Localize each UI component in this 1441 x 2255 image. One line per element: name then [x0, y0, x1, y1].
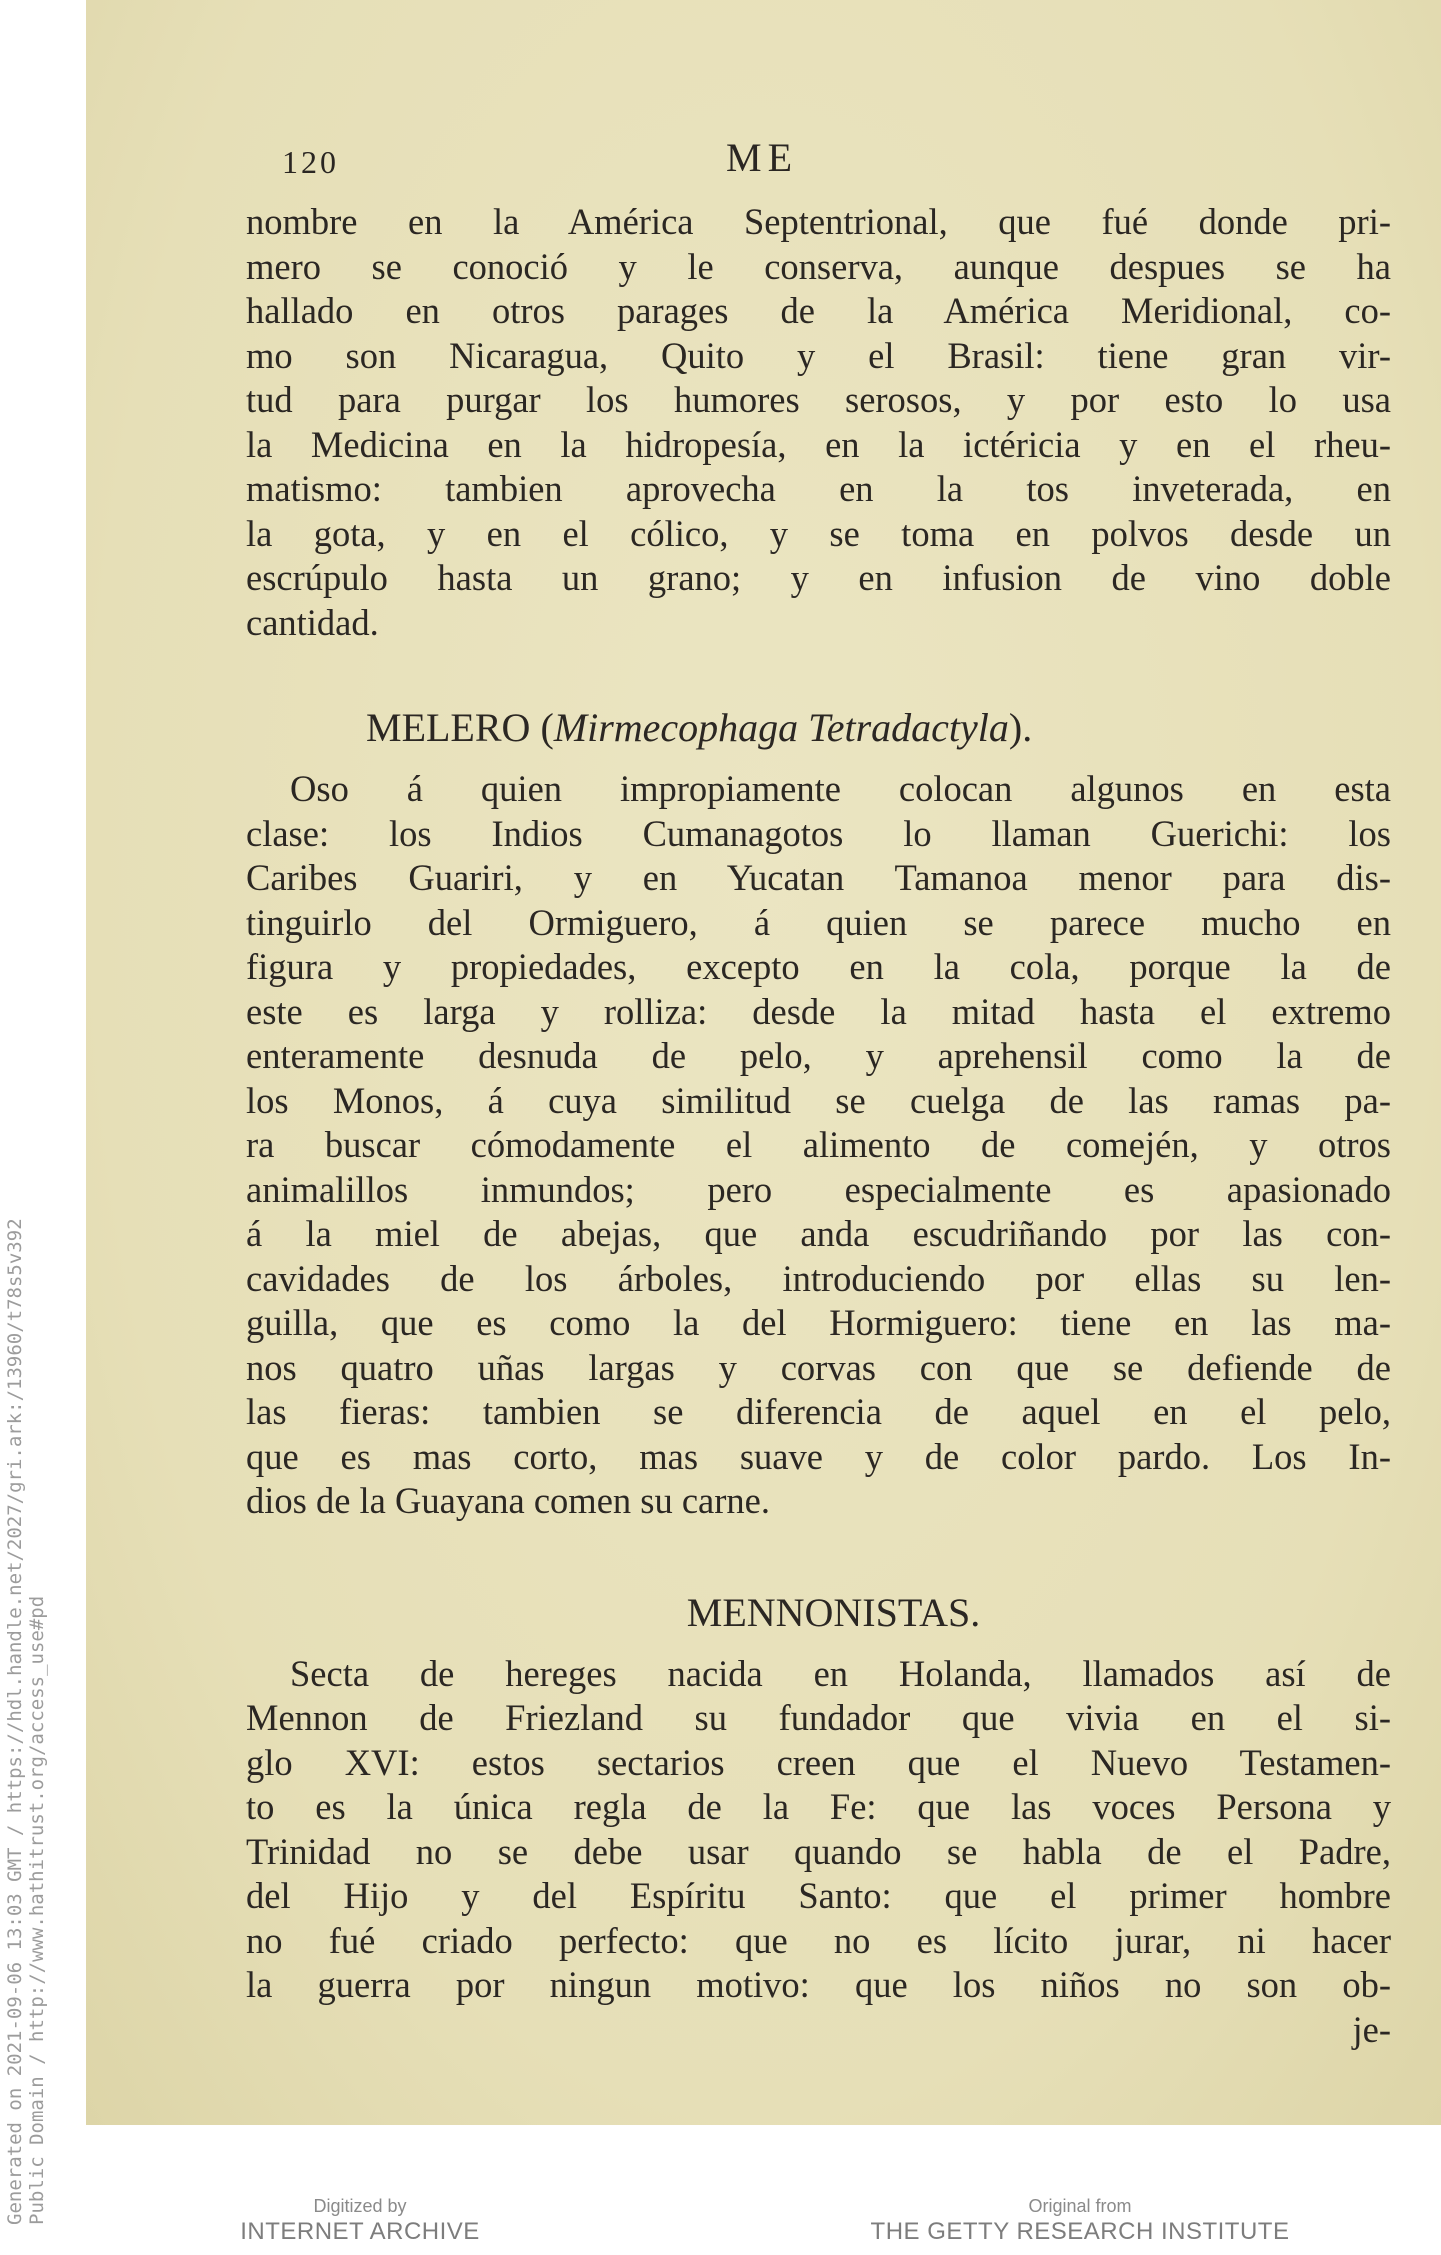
- entry-paren-close: ).: [1008, 705, 1033, 750]
- text-line: no fué criado perfecto: que no es lícito jurar, ni hacer: [246, 1919, 1391, 1961]
- body-text: [246, 200, 1391, 2052]
- footer-digitized-label: Digitized by: [313, 2196, 407, 2216]
- footer: [0, 2195, 1441, 2255]
- text-line: escrúpulo hasta un grano; y en infusion de vino doble: [246, 557, 1391, 598]
- text-line: Caribes Guariri, y en Yucatan Tamanoa menor para dis-: [246, 857, 1391, 898]
- text-line: cavidades de los árboles, introduciendo por ellas su len-: [246, 1257, 1391, 1299]
- text-line: la gota, y en el cólico, y se toma en polvos desde un: [246, 512, 1391, 554]
- access-stamp: [4, 1100, 48, 2225]
- footer-original-label: Original from: [1028, 2196, 1132, 2216]
- entry-latin-name: Mirmecophaga Tetradactyla: [553, 705, 1009, 750]
- entry-term: MELERO: [366, 705, 531, 750]
- text-line: Secta de hereges nacida en Holanda, llamados así de: [290, 1652, 1391, 1694]
- footer-digitized: [230, 2195, 490, 2247]
- access-stamp-line2: Public Domain / http://www.hathitrust.org/access_use#pd: [26, 1595, 48, 2225]
- footer-original-source: THE GETTY RESEARCH INSTITUTE: [870, 2218, 1290, 2245]
- catchword: je-: [1352, 2008, 1391, 2050]
- paragraph-nombre: [246, 200, 1391, 645]
- text-line: Oso á quien impropiamente colocan algunos en esta: [290, 768, 1391, 809]
- access-stamp-line1: Generated on 2021-09-06 13:03 GMT / https://hdl.handle.net/2027/gri.ark:/13960/t78s5v392: [4, 1218, 26, 2225]
- text-line: que es mas corto, mas suave y de color pardo. Los In-: [246, 1435, 1391, 1477]
- text-line: del Hijo y del Espíritu Santo: que el primer hombre: [246, 1875, 1391, 1916]
- running-title: ME: [726, 135, 798, 180]
- text-line: la guerra por ningun motivo: que los niños no son ob-: [246, 1964, 1391, 2005]
- text-line: mo son Nicaragua, Quito y el Brasil: tiene gran vir-: [246, 334, 1391, 376]
- page-number: 120: [282, 144, 339, 180]
- entry-heading-mennonistas: MENNONISTAS.: [686, 1589, 981, 1635]
- text-line: nombre en la América Septentrional, que fué donde pri-: [246, 201, 1391, 242]
- text-line: tud para purgar los humores serosos, y por esto lo usa: [246, 379, 1391, 420]
- scanned-page: [86, 0, 1441, 2125]
- text-line: Mennon de Friezland su fundador que vivia en el si-: [246, 1697, 1391, 1738]
- text-line: este es larga y rolliza: desde la mitad hasta el extremo: [246, 990, 1391, 1032]
- text-line: to es la única regla de la Fe: que las voces Persona y: [246, 1786, 1391, 1827]
- text-line: matismo: tambien aprovecha en la tos inveterada, en: [246, 468, 1391, 509]
- text-line: los Monos, á cuya similitud se cuelga de las ramas pa-: [246, 1079, 1391, 1121]
- entry-heading-melero: [246, 675, 1391, 767]
- text-line: animalillos inmundos; pero especialmente es apasionado: [246, 1168, 1391, 1210]
- running-head: [86, 134, 1441, 184]
- text-line: nos quatro uñas largas y corvas con que se defiende de: [246, 1346, 1391, 1388]
- text-line: guilla, que es como la del Hormiguero: tiene en las ma-: [246, 1302, 1391, 1343]
- text-line: clase: los Indios Cumanagotos lo llaman Guerichi: los: [246, 812, 1391, 854]
- footer-original: [870, 2195, 1290, 2247]
- text-line: tinguirlo del Ormiguero, á quien se parece mucho en: [246, 901, 1391, 943]
- paragraph-melero: [246, 767, 1391, 1524]
- text-line: Trinidad no se debe usar quando se habla de el Padre,: [246, 1830, 1391, 1872]
- text-line: á la miel de abejas, que anda escudriñando por las con-: [246, 1213, 1391, 1254]
- paragraph-mennonistas: [246, 1652, 1391, 2053]
- text-line: dios de la Guayana comen su carne.: [246, 1480, 770, 1521]
- text-line: la Medicina en la hidropesía, en la ictéricia y en el rheu-: [246, 423, 1391, 465]
- text-line: ra buscar cómodamente el alimento de comején, y otros: [246, 1124, 1391, 1165]
- text-line: enteramente desnuda de pelo, y aprehensil como la de: [246, 1035, 1391, 1076]
- text-line: cantidad.: [246, 601, 379, 643]
- text-line: mero se conoció y le conserva, aunque despues se ha: [246, 245, 1391, 287]
- text-line: las fieras: tambien se diferencia de aquel en el pelo,: [246, 1391, 1391, 1432]
- entry-paren-open: (: [530, 705, 554, 750]
- text-line: hallado en otros parages de la América Meridional, co-: [246, 290, 1391, 331]
- text-line: figura y propiedades, excepto en la cola, porque la de: [246, 946, 1391, 987]
- footer-digitized-source: INTERNET ARCHIVE: [240, 2218, 480, 2245]
- text-line: glo XVI: estos sectarios creen que el Nuevo Testamen-: [246, 1741, 1391, 1783]
